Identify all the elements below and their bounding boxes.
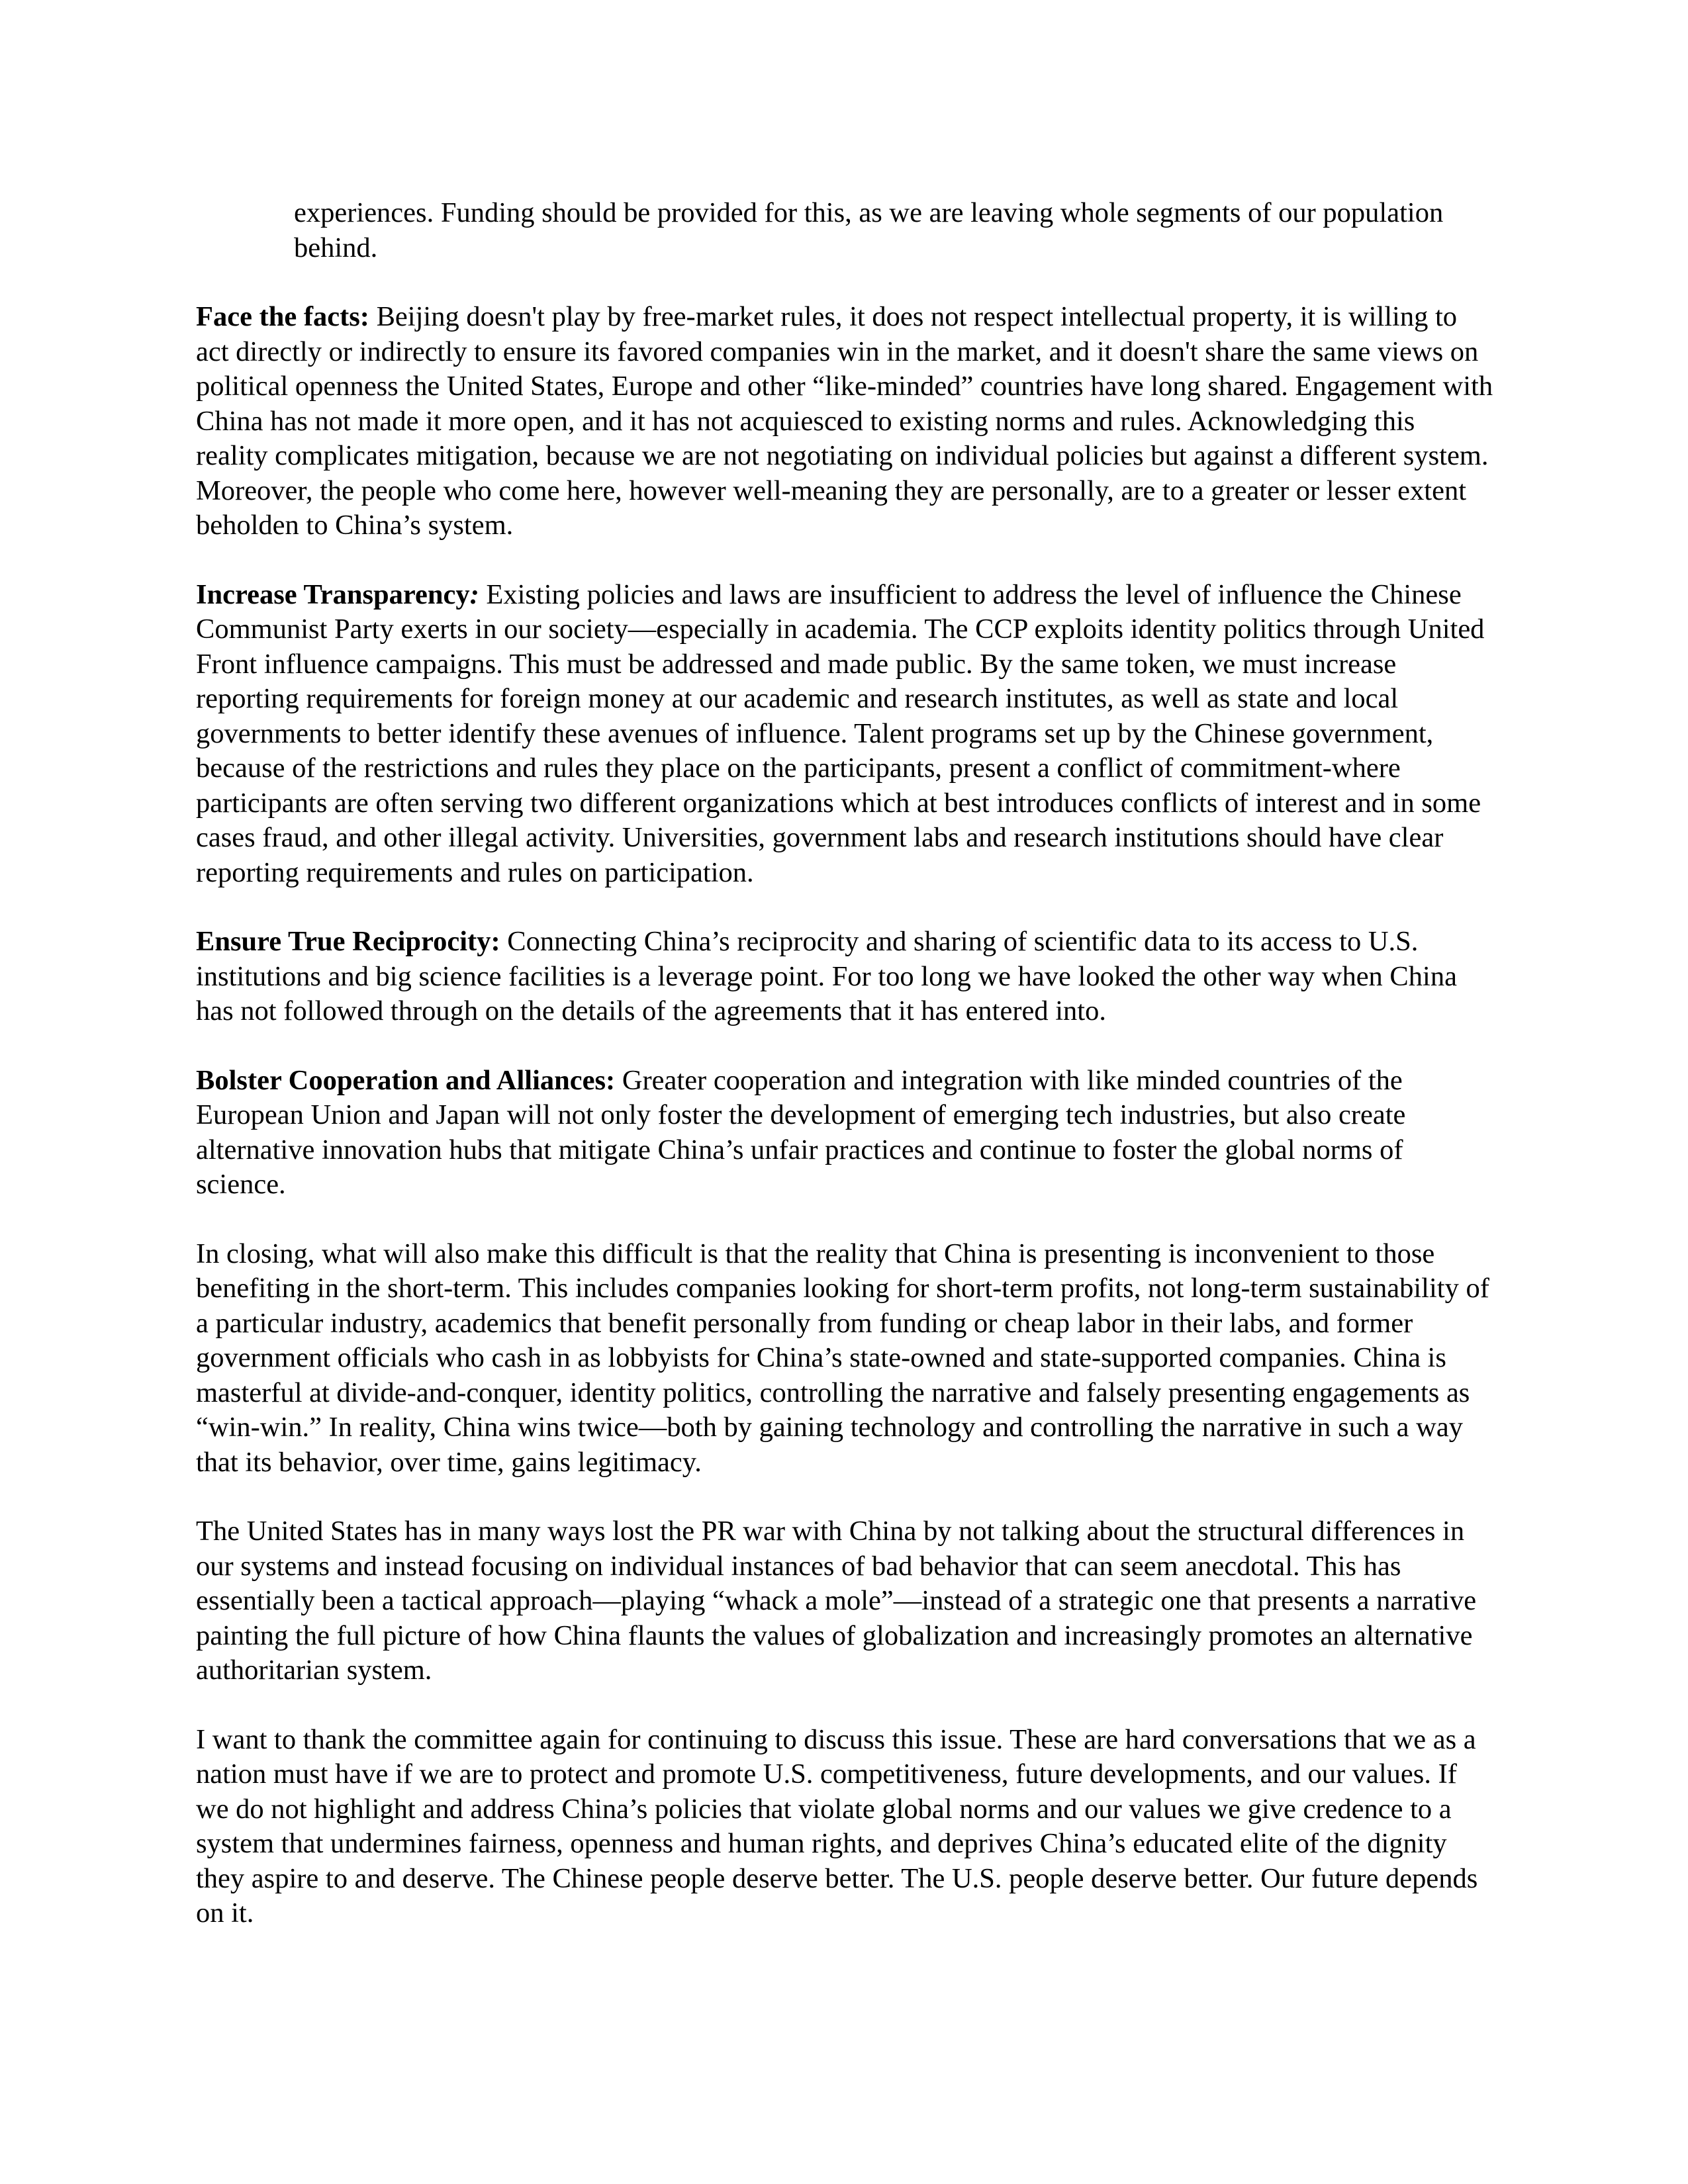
section-heading-colon: : [469, 578, 479, 610]
section-heading: Face the facts: [196, 301, 369, 332]
section-increase-transparency [196, 578, 1493, 891]
section-heading: Bolster Cooperation and Alliances: [196, 1064, 616, 1096]
section-heading: Increase Transparency [196, 578, 470, 610]
section-body: Greater cooperation and integration with like minded countries of the European Union and Japan will not only foster the development of emerging tech industries, but also create alternative innovation hubs that mitigate China’s unfair practices and continue to foster the global norms of science. [196, 1064, 1406, 1200]
closing-paragraph-1: In closing, what will also make this difficult is that the reality that China is presenting is inconvenient to those benefiting in the short-term. This includes companies looking for short-term profits, not long-term sustainability of a particular industry, academics that benefit personally from funding or cheap labor in their labs, and former government officials who cash in as lobbyists for China’s state-owned and state-supported companies. China is masterful at divide-and-conquer, identity politics, controlling the narrative and falsely presenting engagements as “win-win.” In reality, China wins twice—both by gaining technology and controlling the narrative in such a way that its behavior, over time, gains legitimacy. [196, 1238, 1489, 1478]
closing-paragraph-2: The United States has in many ways lost the PR war with China by not talking about the structural differences in our systems and instead focusing on individual instances of bad behavior that can seem anecdotal. This has essentially been a tactical approach—playing “whack a mole”—instead of a strategic one that presents a narrative painting the full picture of how China flaunts the values of globalization and increasingly promotes an alternative authoritarian system. [196, 1516, 1477, 1686]
section-face-the-facts [196, 300, 1493, 543]
section-heading: Ensure True Reciprocity: [196, 926, 500, 957]
closing-paragraph-3: I want to thank the committee again for continuing to discuss this issue. These are hard conversations that we as a nation must have if we are to protect and promote U.S. competitiveness, future developments, and our values. If we do not highlight and address China’s policies that violate global norms and our values we give credence to a system that undermines fairness, openness and human rights, and deprives China’s educated elite of the dignity they aspire to and deserve. The Chinese people deserve better. The U.S. people deserve better. Our future depends on it. [196, 1723, 1478, 1929]
section-bolster-cooperation [196, 1064, 1493, 1203]
continuation-paragraph [294, 196, 1493, 265]
continuation-text: experiences. Funding should be provided for this, as we are leaving whole segments of our population behind. [294, 197, 1444, 263]
section-ensure-true-reciprocity [196, 925, 1493, 1029]
section-body: Existing policies and laws are insufficient to address the level of influence the Chinese Communist Party exerts in our society—especially in academia. The CCP exploits identity politics through United Front influence campaigns. This must be addressed and made public. By the same token, we must increase reporting requirements for foreign money at our academic and research institutes, as well as state and local governments to better identify these avenues of influence. Talent programs set up by the Chinese government, because of the restrictions and rules they place on the participants, present a conflict of commitment-where participants are often serving two different organizations which at best introduces conflicts of interest and in some cases fraud, and other illegal activity. Universities, government labs and research institutions should have clear reporting requirements and rules on participation. [196, 578, 1485, 888]
document-body [196, 196, 1493, 1966]
section-body: Connecting China’s reciprocity and sharing of scientific data to its access to U.S. institutions and big science facilities is a leverage point. For too long we have looked the other way when China has not followed through on the details of the agreements that it has entered into. [196, 926, 1457, 1026]
section-body: Beijing doesn't play by free-market rules, it does not respect intellectual property, it is willing to act directly or indirectly to ensure its favored companies win in the market, and it doesn't share the same views on political openness the United States, Europe and other “like-minded” countries have long shared. Engagement with China has not made it more open, and it has not acquiesced to existing norms and rules. Acknowledging this reality complicates mitigation, because we are not negotiating on individual policies but against a different system. Moreover, the people who come here, however well-meaning they are personally, are to a greater or lesser extent beholden to China’s system. [196, 301, 1493, 541]
